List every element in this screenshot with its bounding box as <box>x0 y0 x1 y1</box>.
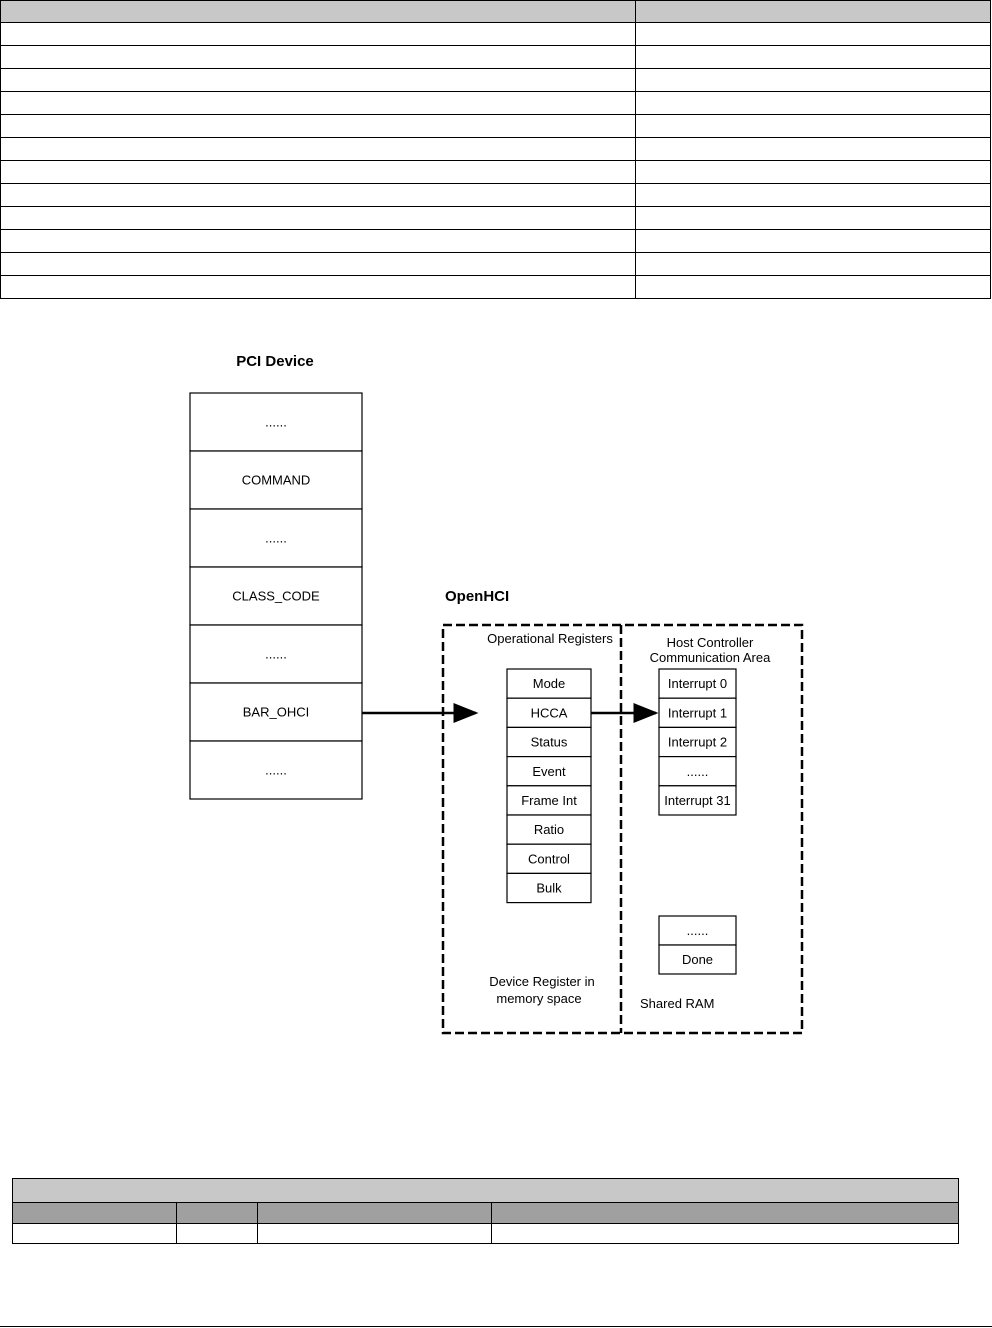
top-table-cell <box>636 69 991 92</box>
top-table-row <box>1 92 991 115</box>
interrupt-label-4: ...... <box>686 763 709 779</box>
interrupt-label-3: Interrupt 2 <box>667 734 728 750</box>
top-table-cell <box>636 161 991 184</box>
pci-device-cells <box>190 393 362 799</box>
openhci-title: OpenHCI <box>445 588 510 605</box>
top-table-cell <box>1 69 636 92</box>
shared-ram-label: Shared RAM <box>640 996 715 1011</box>
top-table <box>0 0 991 299</box>
register-label-7: Control <box>528 851 570 867</box>
top-table-cell <box>1 138 636 161</box>
register-label-3: Status <box>530 734 568 750</box>
top-table-cell <box>1 207 636 230</box>
device-register-label-line2: memory space <box>496 991 582 1006</box>
pci-label-2: COMMAND <box>241 472 311 488</box>
pci-label-6: BAR_OHCI <box>242 704 310 720</box>
top-table-row <box>1 69 991 92</box>
openhci-outer-box <box>443 625 802 1033</box>
bottom-table-title-row <box>13 1179 959 1203</box>
bottom-table-header-cell <box>258 1203 492 1224</box>
top-table-row <box>1 184 991 207</box>
register-label-6: Ratio <box>533 822 565 838</box>
top-table-row <box>1 23 991 46</box>
register-label-8: Bulk <box>536 880 562 896</box>
pci-label-5: ...... <box>265 646 287 662</box>
top-table-cell <box>636 92 991 115</box>
top-table-cell <box>636 23 991 46</box>
top-table-cell <box>636 138 991 161</box>
register-label-5: Frame Int <box>521 792 577 808</box>
bottom-table-cell <box>258 1224 492 1244</box>
top-table-row <box>1 276 991 299</box>
register-label-2: HCCA <box>530 705 568 721</box>
done-cells <box>659 916 736 974</box>
interrupt-label-2: Interrupt 1 <box>667 705 728 721</box>
footer-rule <box>0 1326 992 1327</box>
ohci-diagram-svg <box>0 340 992 1060</box>
register-label-1: Mode <box>532 676 566 692</box>
top-table-cell <box>1 115 636 138</box>
done-label-1: ...... <box>686 923 709 939</box>
bottom-table-title-cell <box>13 1179 959 1203</box>
done-label-2: Done <box>681 952 714 968</box>
bottom-table-header-cell <box>492 1203 959 1224</box>
register-label-4: Event <box>532 763 566 779</box>
top-table-cell <box>636 253 991 276</box>
top-table-cell <box>636 276 991 299</box>
operational-register-cells <box>507 669 591 903</box>
top-table-cell <box>636 184 991 207</box>
top-table-row <box>1 138 991 161</box>
top-table-cell <box>1 184 636 207</box>
top-table-cell <box>636 207 991 230</box>
bottom-table-row <box>13 1224 959 1244</box>
hcca-area-label-line1: Host Controller <box>666 635 754 650</box>
top-table-row <box>1 46 991 69</box>
top-table-cell <box>636 46 991 69</box>
pci-label-7: ...... <box>265 762 287 778</box>
bottom-table-header-cell <box>177 1203 258 1224</box>
top-table-cell <box>1 276 636 299</box>
bottom-table <box>12 1178 959 1244</box>
pci-label-4: CLASS_CODE <box>232 588 320 604</box>
bottom-table-header-cell <box>13 1203 177 1224</box>
interrupt-cells <box>659 669 736 815</box>
pci-label-3: ...... <box>265 530 287 546</box>
bottom-table-cell <box>177 1224 258 1244</box>
operational-registers-label: Operational Registers <box>487 631 613 646</box>
hcca-area-label-line2: Communication Area <box>649 650 771 665</box>
top-table-row <box>1 253 991 276</box>
top-table-row <box>1 115 991 138</box>
top-table-header-cell <box>636 1 991 23</box>
top-table-cell <box>1 92 636 115</box>
device-register-label-line1: Device Register in <box>489 974 595 989</box>
top-table-header-row <box>1 1 991 23</box>
top-table-cell <box>1 46 636 69</box>
bottom-table-cell <box>13 1224 177 1244</box>
top-table-cell <box>1 230 636 253</box>
top-table-cell <box>1 23 636 46</box>
top-table-header-cell <box>1 1 636 23</box>
interrupt-label-5: Interrupt 31 <box>664 792 731 808</box>
top-table-cell <box>1 253 636 276</box>
bottom-table-header-row <box>13 1203 959 1224</box>
top-table-row <box>1 230 991 253</box>
top-table-cell <box>636 115 991 138</box>
top-table-cell <box>636 230 991 253</box>
bottom-table-cell <box>492 1224 959 1244</box>
top-table-cell <box>1 161 636 184</box>
ohci-diagram <box>0 340 992 1060</box>
pci-device-title: PCI Device <box>236 353 314 370</box>
interrupt-label-1: Interrupt 0 <box>667 676 728 692</box>
top-table-row <box>1 161 991 184</box>
pci-label-1: ...... <box>265 414 287 430</box>
top-table-row <box>1 207 991 230</box>
